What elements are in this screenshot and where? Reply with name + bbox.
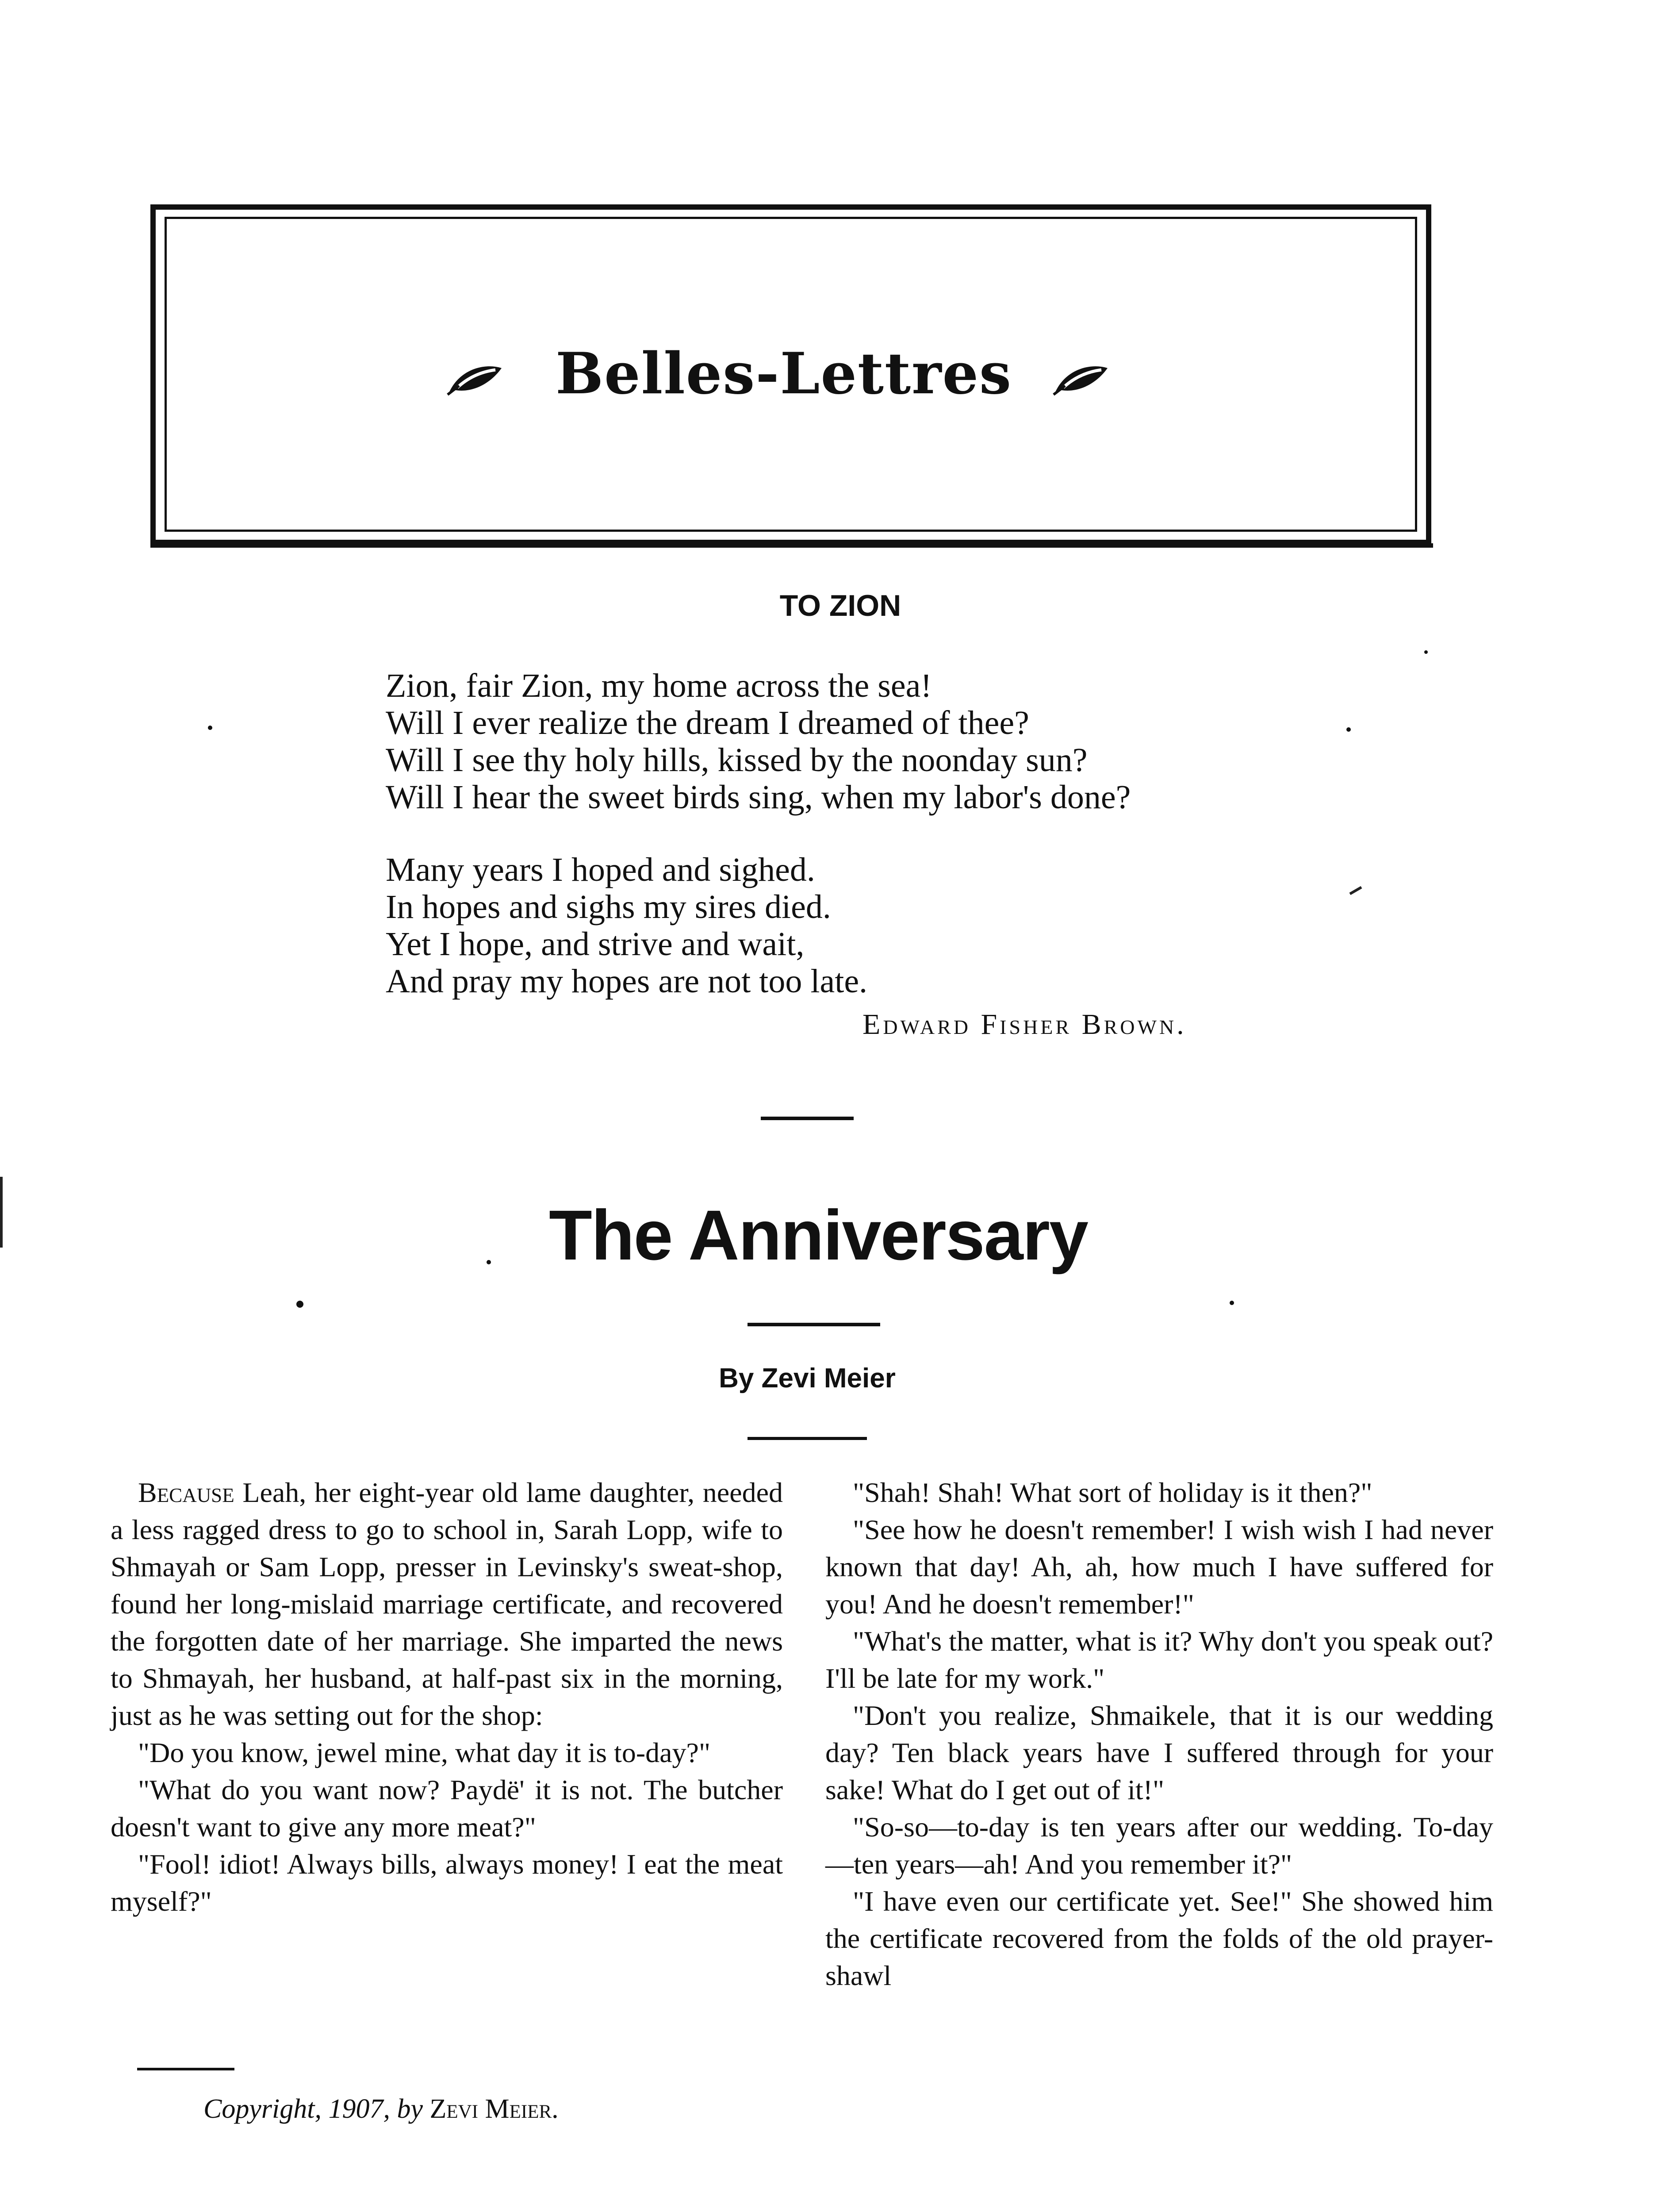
poem-line: Will I hear the sweet birds sing, when my labor's done?	[386, 779, 1131, 816]
title-underline-rule	[748, 1323, 880, 1326]
byline: By Zevi Meier	[719, 1363, 896, 1394]
story-paragraph: "See how he doesn't remember! I wish wish I had never known that day! Ah, ah, how much I have suffered for you! And he doesn't remember!"	[825, 1514, 1493, 1620]
story-paragraph: "Shah! Shah! What sort of holiday is it then?"	[853, 1477, 1372, 1508]
copyright-name: Zevi Meier.	[429, 2094, 559, 2124]
poem-line: Will I ever realize the dream I dreamed of thee?	[386, 704, 1029, 741]
leaf-ornament-left-icon	[447, 361, 504, 396]
story-column-left	[111, 1474, 783, 1920]
poem-line: Yet I hope, and strive and wait,	[386, 926, 805, 963]
story-column-right	[825, 1474, 1493, 1994]
scan-speck	[208, 726, 212, 730]
paragraph-text: Leah, her eight-year old lame daughter, needed a less ragged dress to go to school in, Sarah Lopp, wife to Shmayah or Sam Lopp, presser in Levinsky's sweat-shop, found her long-mislaid marriage certificate, and recovered the forgotten date of her marriage. She imparted the news to Shmayah, her husband, at half-past six in the morning, just as he was setting out for the shop:	[111, 1477, 783, 1731]
poem-line: Will I see thy holy hills, kissed by the noonday sun?	[386, 741, 1088, 779]
scan-speck	[296, 1301, 303, 1308]
story-paragraph: "I have even our certificate yet. See!" She showed him the certificate recovered from the folds of the old prayer-shawl	[825, 1886, 1493, 1991]
poem-line: Zion, fair Zion, my home across the sea!	[386, 667, 932, 704]
scan-speck	[1424, 650, 1428, 654]
scan-speck	[487, 1260, 491, 1264]
story-title: The Anniversary	[549, 1195, 1088, 1275]
section-header-bottom-rule	[150, 543, 1433, 548]
scan-edge-mark	[0, 1177, 3, 1248]
divider-rule	[761, 1117, 854, 1120]
copyright-note	[203, 2093, 559, 2125]
byline-underline-rule	[748, 1437, 867, 1440]
copyright-prefix: Copyright, 1907, by	[203, 2094, 423, 2124]
story-paragraph: "So-so—to-day is ten years after our wedding. To-day—ten years—ah! And you remember it?"	[825, 1811, 1493, 1880]
story-paragraph: "Do you know, jewel mine, what day it is to-day?"	[138, 1737, 711, 1768]
scan-speck	[1230, 1301, 1234, 1305]
leaf-ornament-right-icon	[1053, 361, 1110, 396]
poem-author: Edward Fisher Brown.	[862, 1008, 1187, 1041]
footnote-rule	[137, 2068, 234, 2070]
poem-line: Many years I hoped and sighed.	[386, 851, 815, 888]
story-paragraph: "Don't you realize, Shmaikele, that it is our wedding day? Ten black years have I suffered through for your sake! What do I get out of it!"	[825, 1700, 1493, 1805]
poem-title: TO ZION	[779, 589, 901, 622]
drop-lead-word: Because	[138, 1477, 234, 1508]
story-paragraph	[111, 1474, 783, 1734]
story-paragraph: "Fool! idiot! Always bills, always money! I eat the meat myself?"	[111, 1848, 783, 1917]
poem-line: In hopes and sighs my sires died.	[386, 888, 831, 926]
story-paragraph: "What's the matter, what is it? Why don't you speak out? I'll be late for my work."	[825, 1625, 1493, 1694]
scan-speck	[1346, 727, 1351, 732]
section-title: Belles-Lettres	[555, 341, 1012, 407]
poem-line: And pray my hopes are not too late.	[386, 963, 868, 1000]
story-paragraph: "What do you want now? Paydë' it is not. The butcher doesn't want to give any more meat?"	[111, 1774, 783, 1843]
scan-speck	[1349, 886, 1362, 895]
